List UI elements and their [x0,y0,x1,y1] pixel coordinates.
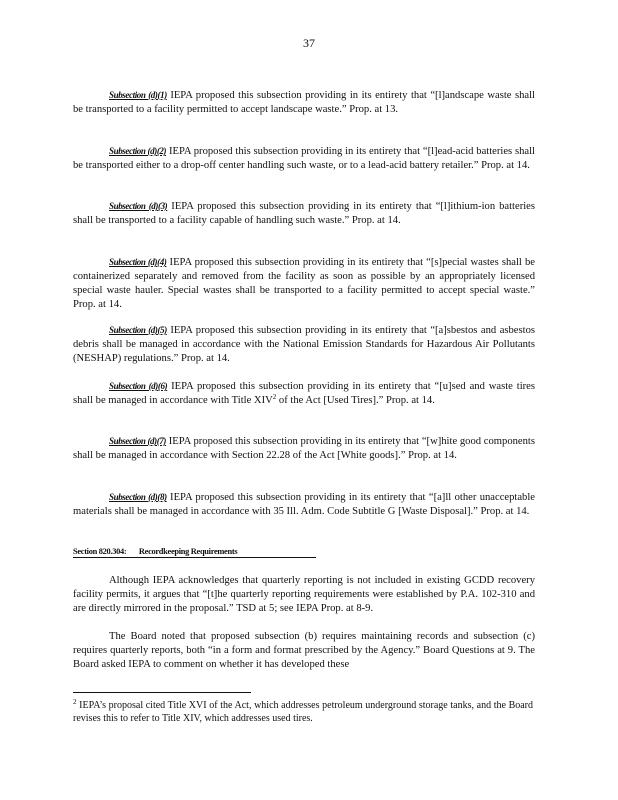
subsection-paragraph [73,323,535,366]
section-number: Section 820.304: [73,547,127,556]
section-title: Recordkeeping Requirements [138,547,238,556]
subsection-label: Subsection (d)(8) [109,492,167,502]
subsection-paragraph [73,255,535,312]
subsection-text: IEPA proposed this subsection providing in its entirety that “[s]pecial wastes shall be containerized separately and removed from the facility as soon as possible by an appropriately licensed special waste hauler. Special wastes shall be transported to a facility permitted to accept special waste.” Prop. at 14. [73,257,535,310]
subsection-paragraph [73,434,535,463]
subsection-paragraph [73,199,535,228]
section-heading [73,547,316,558]
subsection-label: Subsection (d)(1) [109,90,167,100]
body-paragraph [73,574,535,616]
subsection-label: Subsection (d)(4) [109,257,167,267]
subsection-text: IEPA proposed this subsection providing in its entirety that “[w]hite good components shall be managed in accordance with Section 22.28 of the Act [White goods].” Prop. at 14. [73,436,535,461]
body-text: Although IEPA acknowledges that quarterly reporting is not included in existing GCDD recovery facility permits, it argues that “[t]he quarterly reporting requirements were established by P.A. 102-310 and are directly mirrored in the proposal.” TSD at 5; see IEPA Prop. at 8-9. [73,575,535,614]
footnote-reference[interactable]: 2 [272,393,277,401]
subsection-text: IEPA proposed this subsection providing in its entirety that “[l]ead-acid batteries shall be transported either to a drop-off center handling such waste, or to a lead-acid battery retailer.” Prop. at 14. [73,146,535,171]
subsection-text: IEPA proposed this subsection providing in its entirety that “[l]ithium-ion batteries shall be transported to a facility capable of handling such waste.” Prop. at 14. [73,201,536,226]
subsection-paragraph [73,379,535,408]
subsection-paragraph [73,88,535,117]
body-text: The Board noted that proposed subsection (b) requires maintaining records and subsection (c) requires quarterly reports, both “in a form and format prescribed by the Agency.” Board Questions at 9. The Board asked IEPA to comment on whether it has developed these [73,631,535,670]
page-number: 37 [303,36,315,50]
footnote-number: 2 [73,698,77,706]
subsection-label: Subsection (d)(6) [109,381,168,391]
subsection-text: IEPA proposed this subsection providing in its entirety that “[u]sed and waste tires shall be managed in accordance with Title XIV [73,381,535,406]
subsection-label: Subsection (d)(7) [109,436,167,446]
footnote [73,699,533,725]
footnote-divider [73,692,251,693]
subsection-label: Subsection (d)(3) [109,201,168,211]
subsection-text: IEPA proposed this subsection providing in its entirety that “[a]ll other unacceptable materials shall be managed in accordance with 35 Ill. Adm. Code Subtitle G [Waste Disposal].” Prop. at 14. [73,492,535,517]
subsection-text: IEPA proposed this subsection providing in its entirety that “[a]sbestos and asbestos debris shall be managed in accordance with the National Emission Standards for Hazardous Air Pollutants (NESHAP) regulations.” Prop. at 14. [73,325,535,364]
subsection-paragraph [73,490,535,519]
body-paragraph [73,630,535,672]
subsection-text: IEPA proposed this subsection providing in its entirety that “[l]andscape waste shall be transported to a facility permitted to accept landscape waste.” Prop. at 13. [73,90,535,115]
subsection-label: Subsection (d)(5) [109,325,167,335]
subsection-label: Subsection (d)(2) [109,146,167,156]
footnote-text: IEPA’s proposal cited Title XVI of the Act, which addresses petroleum underground storage tanks, and the Board revises this to refer to Title XIV, which addresses used tires. [73,700,534,724]
subsection-paragraph [73,144,535,173]
subsection-text-continued: of the Act [Used Tires].” Prop. at 14. [276,395,435,406]
